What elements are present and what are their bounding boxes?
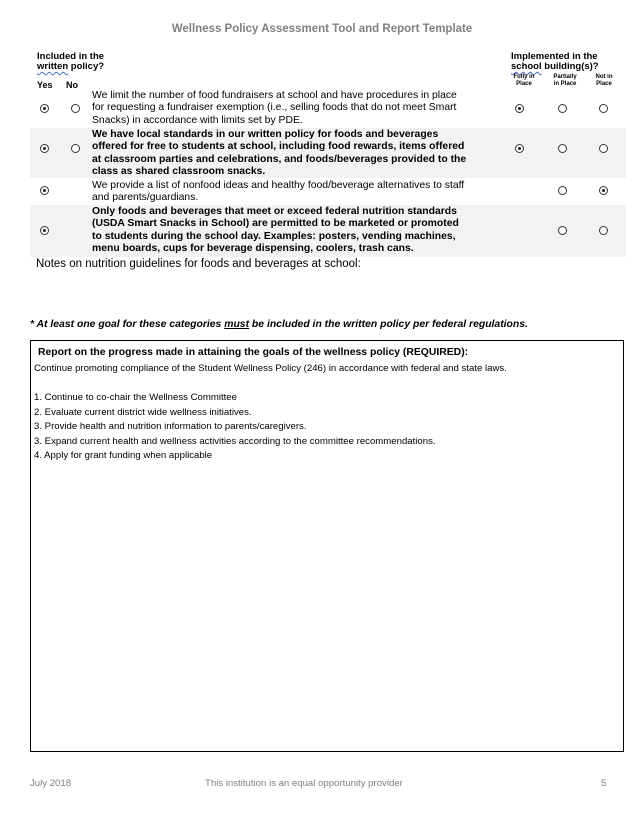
row-1-line: We limit the number of food fundraisers at school and have procedures in place: [92, 90, 457, 101]
row-4-partially-radio[interactable]: [558, 226, 567, 235]
row-2-line: offered for free to students at school, including food rewards, items offered: [92, 141, 465, 153]
implemented-header-school: school: [511, 61, 542, 72]
row-2-line: at classroom parties and celebrations, and foods/beverages provided to the: [92, 153, 467, 165]
row-4-line: (USDA Smart Snacks in School) are permitted to be marketed or promoted: [92, 218, 459, 230]
row-2-no-radio[interactable]: [71, 144, 80, 153]
partially-header-line2: in Place: [553, 81, 577, 87]
list-item: 3. Expand current health and wellness activities according to the committee recommendations.: [34, 435, 436, 447]
footer-equal-opportunity: This institution is an equal opportunity provider: [205, 778, 403, 789]
row-4-not-radio[interactable]: [599, 226, 608, 235]
row-3-not-radio[interactable]: [599, 186, 608, 195]
row-1-statement: [92, 90, 457, 127]
footer-page-number: 5: [601, 778, 607, 789]
included-header-line2: [37, 62, 104, 72]
report-intro: Continue promoting compliance of the Student Wellness Policy (246) in accordance with federal and state laws.: [34, 363, 507, 374]
row-2-yes-radio[interactable]: [40, 144, 49, 153]
row-2-fully-radio[interactable]: [515, 144, 524, 153]
row-4-yes-radio[interactable]: [40, 226, 49, 235]
list-item: 3. Provide health and nutrition information to parents/caregivers.: [34, 421, 307, 433]
federal-note-emphasis: must: [224, 319, 250, 330]
row-1-partially-radio[interactable]: [558, 104, 567, 113]
row-4-line: to students during the school day. Examples: posters, vending machines,: [92, 230, 456, 242]
list-item: 2. Evaluate current district wide wellness initiatives.: [34, 406, 252, 418]
row-3-partially-radio[interactable]: [558, 186, 567, 195]
fully-in-place-header: [506, 74, 542, 88]
partially-header-line1: Partially: [553, 74, 577, 80]
not-header-line2: Place: [596, 81, 612, 87]
row-3-statement: [92, 180, 464, 205]
implemented-header-building: building(s)?: [541, 61, 599, 72]
row-1-yes-radio[interactable]: [40, 104, 49, 113]
row-2-statement: [92, 129, 466, 179]
list-item: 4. Apply for grant funding when applicable: [34, 450, 213, 462]
footer-date: July 2018: [30, 778, 72, 789]
row-4-statement: [92, 206, 459, 256]
row-1-line: Snacks) in accordance with limits set by PDE.: [92, 114, 303, 126]
row-4-line: Only foods and beverages that meet or exceed federal nutrition standards: [92, 206, 457, 217]
not-in-place-header: [588, 74, 620, 88]
fully-header-line1: Fully in: [513, 74, 535, 80]
row-2-line: We have local standards in our written policy for foods and beverages: [92, 129, 439, 140]
not-header-line1: Not in: [595, 74, 613, 80]
fully-header-line2: Place: [516, 81, 532, 87]
row-1-not-radio[interactable]: [599, 104, 608, 113]
row-2-partially-radio[interactable]: [558, 144, 567, 153]
notes-label: Notes on nutrition guidelines for foods and beverages at school:: [36, 258, 361, 270]
document-title: Wellness Policy Assessment Tool and Report Template: [171, 23, 473, 35]
row-3-yes-radio[interactable]: [40, 186, 49, 195]
row-4-line: menu boards, cups for beverage dispensing, coolers, trash cans.: [92, 243, 414, 255]
yes-header: Yes: [37, 80, 53, 90]
federal-note: [30, 319, 528, 330]
row-3-line: We provide a list of nonfood ideas and healthy food/beverage alternatives to staff: [92, 180, 465, 191]
report-items-list: [34, 391, 436, 464]
row-1-line: for requesting a fundraiser exemption (i.e., selling foods that do not meet Smart: [92, 102, 457, 114]
included-header-written: written: [37, 61, 69, 72]
included-header-policy: policy?: [68, 61, 105, 72]
row-2-not-radio[interactable]: [599, 144, 608, 153]
partially-in-place-header: [545, 74, 585, 88]
federal-note-after: be included in the written policy per federal regulations.: [249, 319, 528, 330]
implemented-header-line2: [511, 62, 599, 72]
included-header-line1: Included in the: [37, 51, 105, 62]
federal-note-before: * At least one goal for these categories: [30, 319, 225, 330]
implemented-header-line1: Implemented in the: [511, 51, 598, 62]
report-title: Report on the progress made in attaining the goals of the wellness policy (REQUIRED):: [38, 347, 469, 358]
row-2-line: class as shared classroom snacks.: [92, 166, 266, 178]
row-3-line: and parents/guardians.: [92, 192, 199, 204]
list-item: 1. Continue to co-chair the Wellness Committee: [34, 392, 237, 403]
no-header: No: [66, 80, 78, 90]
row-1-no-radio[interactable]: [71, 104, 80, 113]
row-1-fully-radio[interactable]: [515, 104, 524, 113]
